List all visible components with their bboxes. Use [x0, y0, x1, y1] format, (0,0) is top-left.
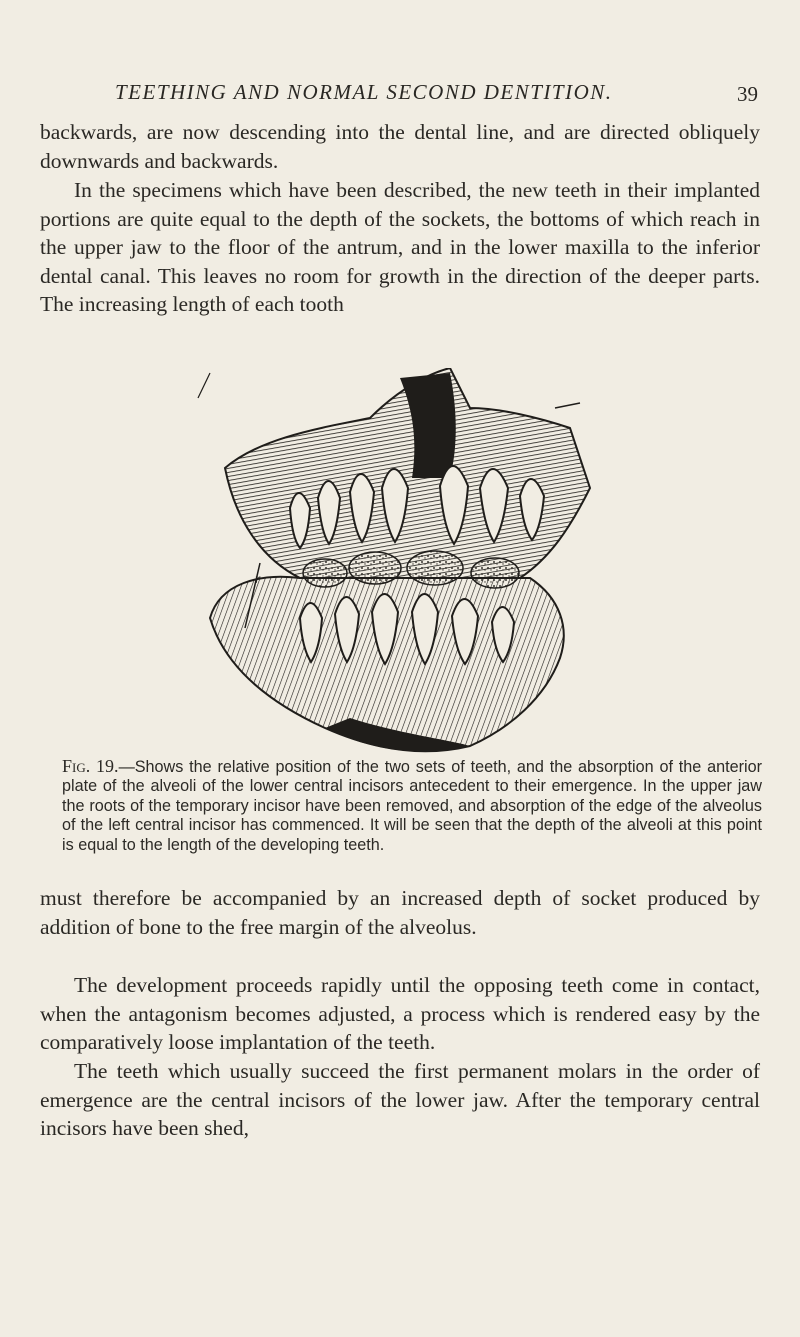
- jaw-engraving-figure: [150, 368, 620, 754]
- figure-label: Fig. 19.: [62, 756, 119, 776]
- running-head-title: TEETHING AND NORMAL SECOND DENTITION.: [115, 80, 613, 104]
- running-header: [40, 80, 760, 112]
- paragraph-continuation: backwards, are now descending into the dental line, and are directed obliquely downwards and backwards.: [40, 120, 760, 173]
- figure-caption-text: —Shows the relative position of the two sets of teeth, and the absorption of the anterior plate of the alveoli of the lower central incisors antecedent to their emergence. In the upper jaw the roots of the temporary incisor have been removed, and absorption of the edge of the alveolus of the left central incisor has commenced. It will be seen that the depth of the alveoli at this point is equal to the length of the developing teeth.: [62, 758, 763, 854]
- paragraph-emergence-order: The teeth which usually succeed the first permanent molars in the order of emergence are the central incisors of the lower jaw. After the temporary central incisors have been shed,: [40, 1059, 760, 1141]
- paragraph-socket-depth: must therefore be accompanied by an increased depth of socket produced by addition of bone to the free margin of the alveolus.: [40, 886, 760, 939]
- engraving-reference-letter: r: [255, 572, 261, 587]
- paragraph-specimens: In the specimens which have been described, the new teeth in their implanted portions are quite equal to the depth of the sockets, the bottoms of which reach in the upper jaw to the floor of the antrum, and in the lower maxilla to the inferior dental canal. This leaves no room for growth in the direction of the deeper parts. The increasing length of each tooth: [40, 178, 760, 317]
- jaw-engraving-illustration: [150, 368, 620, 754]
- figure-caption: [62, 757, 762, 855]
- page-number: 39: [737, 82, 758, 106]
- paragraph-development: The development proceeds rapidly until the opposing teeth come in contact, when the antagonism becomes adjusted, a process which is rendered easy by the comparatively loose implantation of the teeth.: [40, 973, 760, 1055]
